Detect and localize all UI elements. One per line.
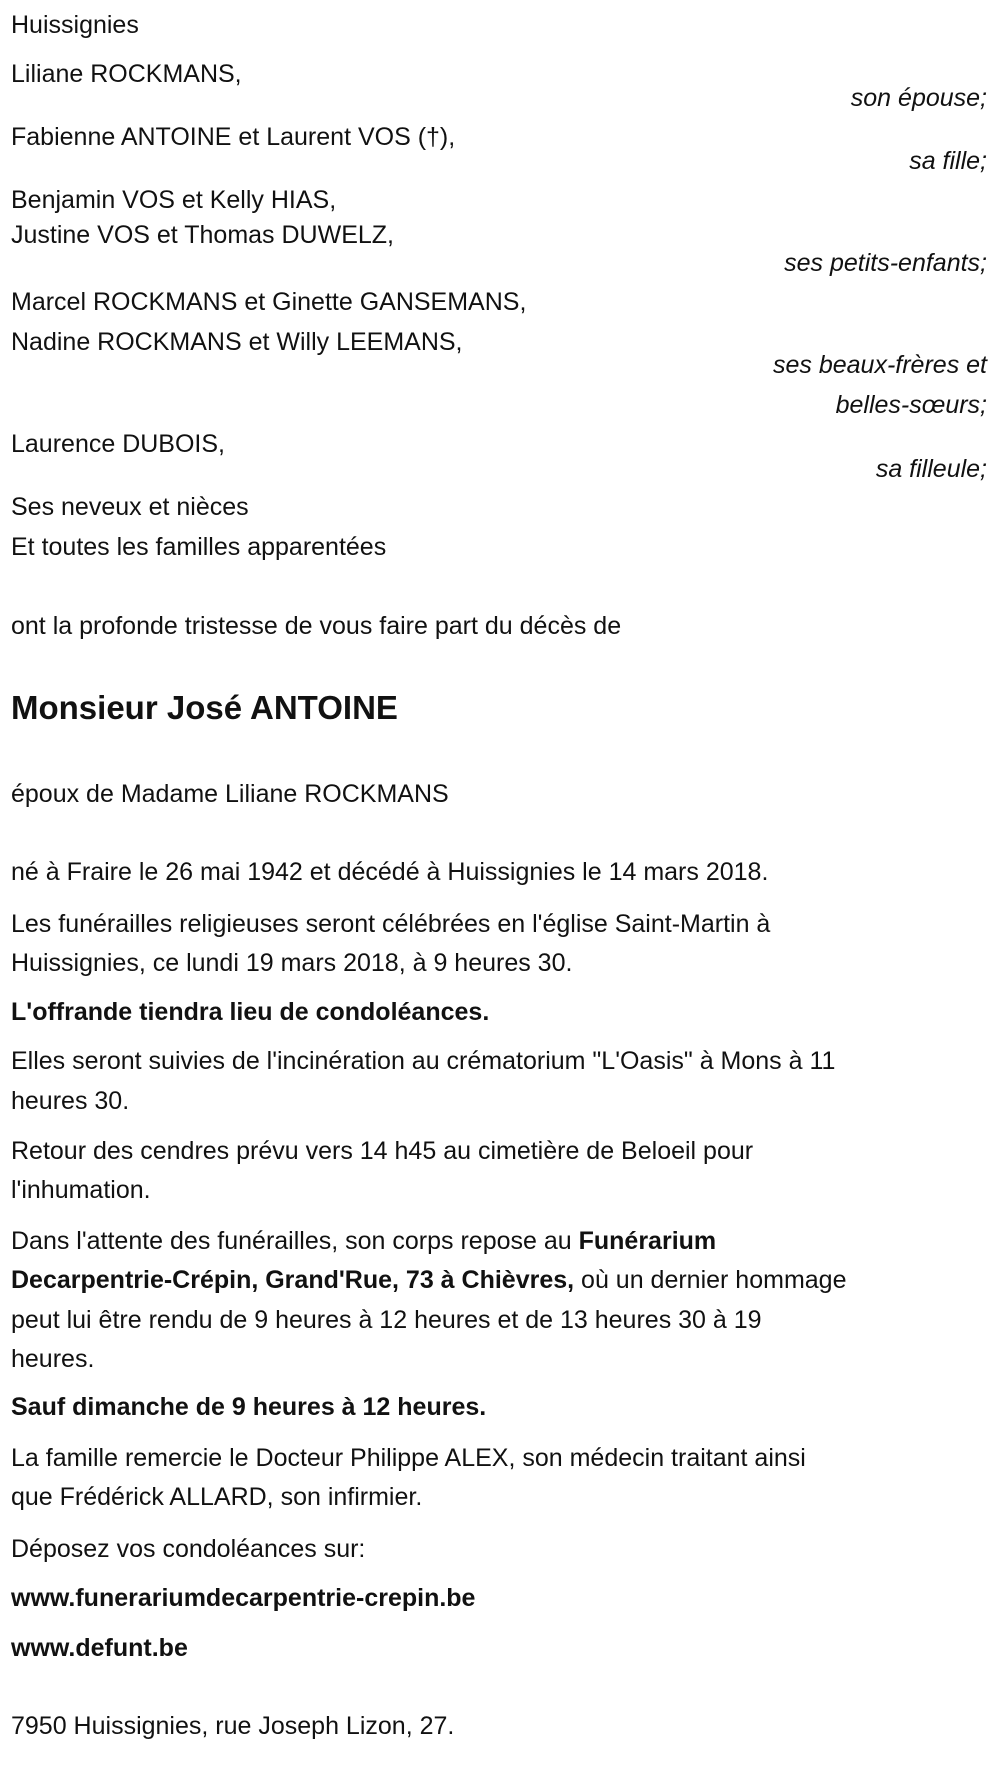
family-relation: ses beaux-frères et: [773, 351, 987, 379]
family-relation: sa fille;: [909, 147, 987, 175]
family-name: Benjamin VOS et Kelly HIAS,: [11, 186, 337, 214]
family-name: Liliane ROCKMANS,: [11, 60, 242, 88]
viewing-text: où un dernier hommage: [574, 1266, 847, 1294]
family-name: Marcel ROCKMANS et Ginette GANSEMANS,: [11, 288, 527, 316]
family-name: Nadine ROCKMANS et Willy LEEMANS,: [11, 328, 463, 356]
funerarium-address: Decarpentrie-Crépin, Grand'Rue, 73 à Chièvres,: [11, 1266, 575, 1294]
ashes-line: Retour des cendres prévu vers 14 h45 au cimetière de Beloeil pour: [11, 1137, 754, 1165]
viewing-line: [11, 1260, 846, 1300]
defunt-link[interactable]: www.defunt.be: [11, 1634, 188, 1662]
announcement: ont la profonde tristesse de vous faire part du décès de: [11, 612, 622, 640]
thanks-line: que Frédérick ALLARD, son infirmier.: [11, 1483, 423, 1511]
location: Huissignies: [11, 11, 139, 39]
thanks-line: La famille remercie le Docteur Philippe ALEX, son médecin traitant ainsi: [11, 1444, 806, 1472]
birth-death: né à Fraire le 26 mai 1942 et décédé à Huissignies le 14 mars 2018.: [11, 858, 769, 886]
funerarium-name: Funérarium: [578, 1227, 717, 1255]
offering-note: L'offrande tiendra lieu de condoléances.: [11, 998, 490, 1026]
condolences-label: Déposez vos condoléances sur:: [11, 1535, 366, 1563]
viewing-text: Dans l'attente des funérailles, son corps repose au: [11, 1227, 579, 1255]
family-name: Ses neveux et nièces: [11, 493, 249, 521]
family-name: Laurence DUBOIS,: [11, 430, 225, 458]
sunday-note: Sauf dimanche de 9 heures à 12 heures.: [11, 1393, 487, 1421]
spouse-line: époux de Madame Liliane ROCKMANS: [11, 780, 449, 808]
funeral-line: Huissignies, ce lundi 19 mars 2018, à 9 heures 30.: [11, 949, 573, 977]
viewing-line: heures.: [11, 1345, 95, 1373]
ashes-line: l'inhumation.: [11, 1176, 151, 1204]
family-relation: ses petits-enfants;: [784, 249, 987, 277]
family-relation: son épouse;: [850, 84, 987, 112]
cremation-line: heures 30.: [11, 1087, 130, 1115]
deceased-name: Monsieur José ANTOINE: [11, 689, 398, 726]
viewing-line: [11, 1221, 716, 1261]
family-name: Fabienne ANTOINE et Laurent VOS (†),: [11, 123, 456, 151]
funerarium-link[interactable]: www.funerariumdecarpentrie-crepin.be: [11, 1584, 476, 1612]
address: 7950 Huissignies, rue Joseph Lizon, 27.: [11, 1712, 455, 1740]
family-relation: belles-sœurs;: [835, 391, 987, 419]
viewing-line: peut lui être rendu de 9 heures à 12 heures et de 13 heures 30 à 19: [11, 1306, 762, 1334]
family-name: Justine VOS et Thomas DUWELZ,: [11, 221, 394, 249]
cremation-line: Elles seront suivies de l'incinération au crématorium "L'Oasis" à Mons à 11: [11, 1047, 836, 1075]
family-relation: sa filleule;: [875, 455, 987, 483]
funeral-line: Les funérailles religieuses seront célébrées en l'église Saint-Martin à: [11, 910, 771, 938]
family-name: Et toutes les familles apparentées: [11, 533, 387, 561]
